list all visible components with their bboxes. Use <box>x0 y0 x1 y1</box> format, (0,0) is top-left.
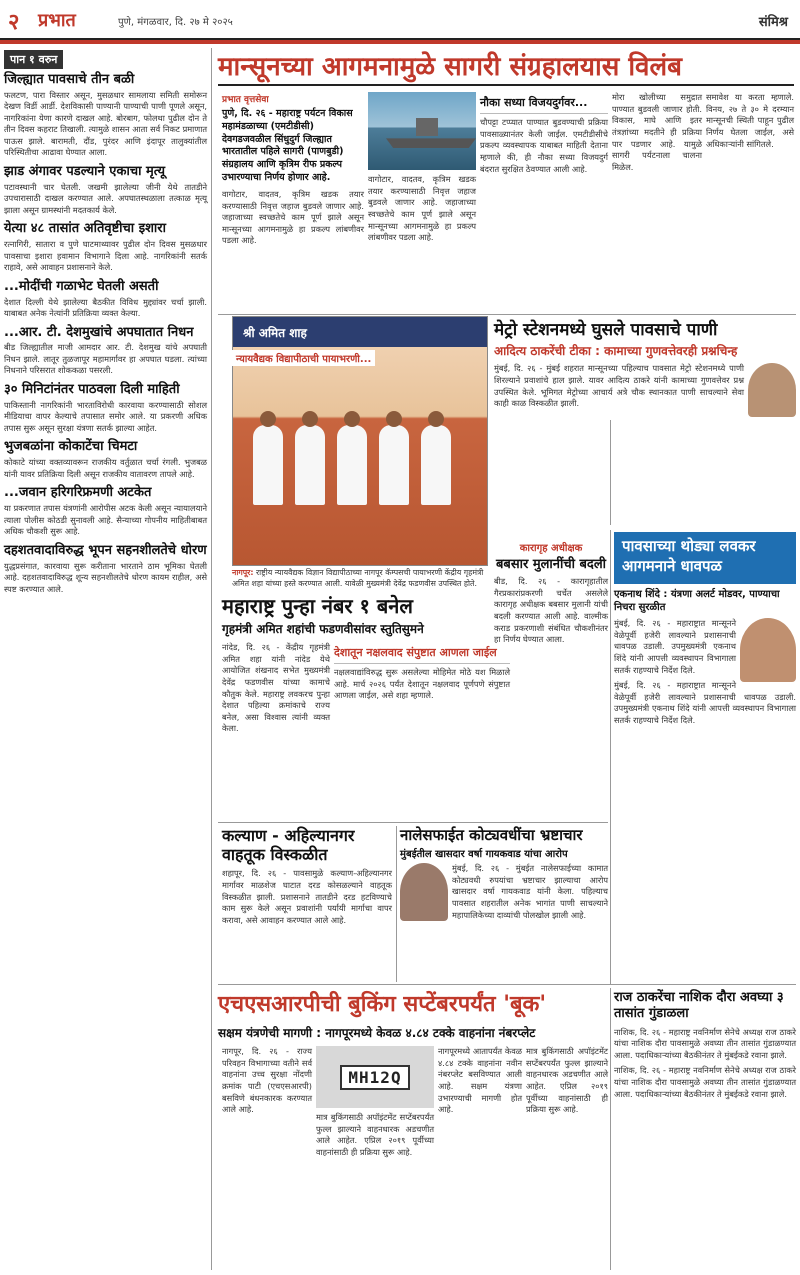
drain-headline[interactable]: नालेसफाईत कोट्यवधींचा भ्रष्टाचार <box>400 826 583 844</box>
header-rule <box>0 40 800 44</box>
number-plate: MH12Q <box>340 1065 409 1090</box>
ship-photo <box>368 92 476 170</box>
page-number: २ <box>8 9 20 35</box>
left-story-headline[interactable]: ...जवान हरिगरिफ्रमणी अटकेत <box>4 485 152 501</box>
left-story <box>4 73 207 159</box>
prison-body: बीड, दि. २६ - कारागृहातील गैरप्रकारांप्रकरणी चर्चेत असलेले कारागृह अधीक्षक बबसार मुलानी यांची बदली करण्यात आली आहे. वाल्मीक कराड प्रकरणाशी संबंधित चौकशीनंतर हा निर्णय घेण्यात आला. <box>494 576 608 645</box>
raj-body-2: नाशिक, दि. २६ - महाराष्ट्र नवनिर्माण सेनेचे अध्यक्ष राज ठाकरे यांचा नाशिक दौरा पावसामुळे अवघ्या तीन तासांत गुंडाळण्यात आला. पदाधिकाऱ्यांच्या बैठकीनंतर ते मुंबईकडे रवाना झाले. <box>614 1065 796 1099</box>
left-story-body: या प्रकरणात तपास यंत्रणांनी आरोपीस अटक केली असून न्यायालयाने त्याला पोलीस कोठडी सुनावली आहे. सैन्याच्या गोपनीय माहितीबाबत अधिक चौकशी सुरू आहे. <box>4 503 207 537</box>
drain-story <box>400 826 608 982</box>
hsrp-col-4 <box>526 1046 608 1270</box>
left-story-headline[interactable]: झाड अंगावर पडल्याने एकाचा मृत्यू <box>4 163 166 179</box>
museum-col-2 <box>368 92 476 312</box>
left-story-body: बीड जिल्ह्यातील माजी आमदार आर. टी. देशमुख यांचे अपघाती निधन झाले. लातूर तुळजापूर महामार्गावर हा अपघात घडला. त्यांच्या निधनाने परिसरात शोककळा पसरली. <box>4 342 207 376</box>
divider <box>490 314 796 315</box>
eknath-shinde-photo <box>740 618 796 682</box>
hsrp-col-3 <box>438 1046 522 1270</box>
museum-body-2: चौपट्टा टप्प्यात पाण्यात बुडवण्याची प्रक्रिया पावसाळ्यानंतर केली जाईल. एमटीडीसीचे प्रकल्प व्यवस्थापक याबाबत माहिती देताना म्हणाले की, ही नौका सध्या विजयदुर्ग बंदरात सुरक्षित ठेवण्यात आली आहे. <box>480 117 608 174</box>
hsrp-body-4: मात्र बुकिंगसाठी अपॉइंटमेंट सप्टेंबरपर्यंत फुल्ल झाल्याने वाहनधारक अडचणीत आले आहेत. एप्रिल २०१९ पूर्वीच्या वाहनांसाठी ही प्रक्रिया सुरू आहे. <box>526 1046 608 1115</box>
person-figure <box>295 425 325 505</box>
left-stories <box>4 73 207 595</box>
museum-lead: पुणे, दि. २६ - महाराष्ट्र पर्यटन विकास महामंडळाच्या (एमटीडीसी) देवगडजवळील सिंधुदुर्ग जिल्ह्यात भारतातील पहिले सागरी (पाणबुडी) संग्रहालय आणि कृत्रिम रीफ प्रकल्प उभारण्याचा निर्णय होणार आहे. <box>222 108 353 184</box>
hsrp-body-2: मात्र बुकिंगसाठी अपॉइंटमेंट सप्टेंबरपर्यंत फुल्ल झाल्याने वाहनधारक अडचणीत आले आहेत. एप्रिल २०१९ पूर्वीच्या वाहनांसाठी ही प्रक्रिया सुरू आहे. <box>316 1112 434 1157</box>
left-story-body: देशात दिल्ली येथे झालेल्या बैठकीत विविध मुद्द्यांवर चर्चा झाली. याबाबत अनेक नेत्यांनी प्रतिक्रिया व्यक्त केल्या. <box>4 296 207 319</box>
museum-body-4: समावेश या करता म्हणाले. विनय, २७ ते ३० मे दरम्यान मान्सूनची स्थिती पाहून पुढील निर्णय घेतला जाईल, असे अधिकाऱ्यांनी सांगितले. <box>706 92 794 149</box>
photo-tag: न्यायवैद्यक विद्यापीठाची पायाभरणी... <box>232 350 375 366</box>
left-story-body: कोकाटे यांच्या वक्तव्यावरून राजकीय वर्तुळात चर्चा रंगली. भुजबळ यांनी यावर प्रतिक्रिया दिली असून राजकीय वातावरण तापले आहे. <box>4 457 207 479</box>
number-plate-photo <box>316 1046 434 1108</box>
left-story <box>4 383 207 434</box>
photo-tag-area <box>232 318 488 365</box>
museum-body-1: वागोटार, वादतव, कृत्रिम खडक तयार करण्यासाठी निवृत्त जहाज बुडवले जाणार आहे. जहाजाच्या स्वच्छतेचे काम पूर्ण झाले असून मान्सूनच्या आगमनामुळे हा प्रकल्प लांबणीवर पडला आहे. <box>222 188 364 246</box>
museum-col-1 <box>222 92 364 312</box>
left-story-headline[interactable]: भुजबळांना कोकाटेंचा चिमटा <box>4 439 138 455</box>
raj-headline[interactable]: राज ठाकरेंचा नाशिक दौरा अवघ्या ३ तासांत गुंडाळला <box>614 990 784 1022</box>
raj-story <box>614 990 796 1270</box>
masthead <box>0 0 800 40</box>
museum-body-1b: वागोटार, वादतव, कृत्रिम खडक तयार करण्यासाठी निवृत्त जहाज बुडवले जाणार आहे. जहाजाच्या स्वच्छतेचे काम पूर्ण झाले असून मान्सूनच्या आगमनामुळे हा प्रकल्प लांबणीवर पडला आहे. <box>368 174 476 243</box>
maha-subhead: गृहमंत्री अमित शहांची फडणवीसांवर स्तुतिसुमने <box>222 622 424 636</box>
person-figure <box>337 425 367 505</box>
kalyan-headline[interactable]: कल्याण - अहिल्यानगर वाहतूक विस्कळीत <box>222 826 355 865</box>
museum-subhead: नौका सध्या विजयदुर्गवर... <box>480 92 608 114</box>
naxal-body: नक्षलवाद्यांविरुद्ध सुरू असलेल्या मोहिमेत मोठे यश मिळाले आहे. मार्च २०२६ पर्यंत देशातून नक्षलवाद पूर्णपणे संपुष्टात आणला जाईल, असे शहा म्हणाले. <box>334 667 510 701</box>
divider <box>218 984 796 985</box>
person-figure <box>253 425 283 505</box>
left-column <box>4 48 212 1270</box>
hsrp-col-2 <box>316 1046 434 1270</box>
divider <box>610 988 611 1270</box>
divider <box>610 530 611 985</box>
naxal-subhead: देशातून नक्षलवाद संपुष्टात आणला जाईल <box>334 642 510 664</box>
left-story <box>4 544 207 595</box>
kalyan-story <box>222 826 392 982</box>
maha-body: नांदेड, दि. २६ - केंद्रीय गृहमंत्री अमित शहा यांनी नांदेड येथे आयोजित शंखनाद सभेत मुख्यमंत्री देवेंद्र फडणवीस यांच्या कामाचे कौतुक केले. महाराष्ट्र लवकरच पुन्हा देशात पहिल्या क्रमांकाचे राज्य बनेल, असा विश्वास त्यांनी व्यक्त केला. <box>222 642 330 734</box>
hsrp-col-1 <box>222 1046 312 1270</box>
rain-story <box>614 588 796 978</box>
raj-body: नाशिक, दि. २६ - महाराष्ट्र नवनिर्माण सेनेचे अध्यक्ष राज ठाकरे यांचा नाशिक दौरा पावसामुळे अवघ्या तीन तासांत गुंडाळण्यात आला. पदाधिकाऱ्यांच्या बैठकीनंतर ते मुंबईकडे रवाना झाले. <box>614 1026 796 1060</box>
caption-place: नागपूर: <box>232 568 254 577</box>
left-story-body: पटावस्थानी चार घेतली. जखमी झालेल्या जीनी येथे तातडीने उपचारासाठी दाखल करण्यात आले. अपघातस्थळाला तत्काळ मृत्यू झाला असून ग्रामस्थांनी मदतकार्य केले. <box>4 181 207 215</box>
person-figure <box>379 425 409 505</box>
drain-subhead: मुंबईतील खासदार वर्षा गायकवाड यांचा आरोप <box>400 849 568 860</box>
hsrp-headline[interactable]: एचएसआरपीची बुकिंग सप्टेंबरपर्यंत 'बूक' <box>218 992 547 1017</box>
aaditya-thackeray-photo <box>748 363 796 417</box>
museum-col-4 <box>612 92 702 312</box>
hsrp-subhead: सक्षम यंत्रणेची मागणी : नागपूरमध्ये केवळ ४.८४ टक्के वाहनांना नंबरप्लेट <box>218 1026 536 1040</box>
left-story-headline[interactable]: जिल्ह्यात पावसाचे तीन बळी <box>4 72 135 87</box>
varsha-gaikwad-photo <box>400 863 448 921</box>
metro-story <box>494 320 796 525</box>
left-story-body: पाकिस्तानी नागरिकांनी भारताविरोधी कारवाया करण्यासाठी सोशल मीडियाचा वापर केल्याचे तपासात समोर आले. या प्रकरणी अधिक तपास सुरू असून सुरक्षा यंत्रणा सतर्क झाल्या आहेत. <box>4 399 207 433</box>
prison-kicker: कारागृह अधीक्षक <box>519 543 583 554</box>
person-figure <box>421 425 451 505</box>
left-story-headline[interactable]: दहशतवादाविरुद्ध भूपन सहनशीलतेचे धोरण <box>4 542 207 558</box>
left-story-headline[interactable]: ...आर. टी. देशमुखांचे अपघातात निधन <box>4 324 194 340</box>
hsrp-body-1: नागपूर, दि. २६ - राज्य परिवहन विभागाच्या वतीने सर्व वाहनांना उच्च सुरक्षा नोंदणी क्रमांक पाटी (एचएसआरपी) बसविणे बंधनकारक करण्यात आले आहे. <box>222 1046 312 1115</box>
rain-arrival-headline[interactable]: पावसाच्या थोड्या लवकर आगमनाने धावपळ <box>614 532 796 584</box>
newspaper-logo: प्रभात <box>38 10 76 31</box>
left-story-body: युद्धप्रसंगात, कारवाया सुरू करीताना भारताने ठाम भूमिका घेतली आहे. दहशतवादाविरुद्ध शून्य सहनशीलतेचे धोरण कायम राहील, असे स्पष्ट करण्यात आले. <box>4 560 207 594</box>
museum-col-5 <box>706 92 794 312</box>
hsrp-body-3: नागपूरमध्ये आतापर्यंत केवळ ४.८४ टक्के वाहनांना नवीन नंबरप्लेट बसविण्यात आली आहे. सक्षम यंत्रणा उभारण्याची मागणी होत आहे. <box>438 1046 522 1115</box>
metro-body-wrap <box>494 363 796 410</box>
metro-subhead: आदित्य ठाकरेंची टीका : कामाच्या गुणवत्तेवरही प्रश्नचिन्ह <box>494 344 738 359</box>
continued-tag: पान १ वरुन <box>4 50 63 69</box>
left-story-headline[interactable]: ...मोदींची गळाभेट घेतली असती <box>4 278 159 294</box>
left-story <box>4 280 207 320</box>
rain-body: मुंबई, दि. २६ - महाराष्ट्रात मान्सूनने वेळेपूर्वी हजेरी लावल्याने प्रशासनाची धावपळ उडाली. उपमुख्यमंत्री एकनाथ शिंदे यांनी आपत्ती व्यवस्थापन विभागाला सतर्क राहण्याचे निर्देश दिले. <box>614 618 736 675</box>
section-name: संमिश्र <box>758 15 788 30</box>
photo-banner-text: श्री अमित शाह <box>243 326 307 340</box>
left-story <box>4 326 207 377</box>
metro-body: मुंबई, दि. २६ - मुंबई शहरात मान्सूनच्या पहिल्याच पावसात मेट्रो स्टेशनमध्ये पाणी शिरल्याने प्रवाशांचे हाल झाले. यावर आदित्य ठाकरे यांनी कामाच्या गुणवत्तेवर प्रश्न उपस्थित केले. भूमिगत मेट्रोच्या आचार्य अत्रे चौक स्थानकात पाणी साचल्याने सेवा काही काळ विस्कळीत झाली. <box>494 363 744 409</box>
rain-body-2: मुंबई, दि. २६ - महाराष्ट्रात मान्सूनने वेळेपूर्वी हजेरी लावल्याने प्रशासनाची धावपळ उडाली. उपमुख्यमंत्री एकनाथ शिंदे यांनी आपत्ती व्यवस्थापन विभागाला सतर्क राहण्याचे निर्देश दिले. <box>614 680 796 726</box>
divider <box>218 822 608 823</box>
museum-body-3: मोरा खोलीच्या समुद्रात पाण्यात बुडवली जाणार होती. विकास, माघे आणि इतर तंत्रज्ञांच्या मदतीने ही प्रक्रिया पार पडणार आहे. यामुळे सागरी पर्यटनाला चालना मिळेल. <box>612 92 702 172</box>
maha-headline[interactable]: महाराष्ट्र पुन्हा नंबर १ बनेल <box>222 594 413 618</box>
metro-headline[interactable]: मेट्रो स्टेशनमध्ये घुसले पावसाचे पाणी <box>494 320 718 340</box>
caption-text: राष्ट्रीय न्यायवैद्यक विज्ञान विद्यापीठाच्या नागपूर कॅम्पसची पायाभरणी केंद्रीय गृहमंत्री अमित शहा यांच्या हस्ते करण्यात आली. यावेळी मुख्यमंत्री देवेंद्र फडणवीस उपस्थित होते. <box>232 568 484 588</box>
left-story-headline[interactable]: ३० मिनिटांनंतर पाठवला दिली माहिती <box>4 381 180 397</box>
left-story-body: फलटण, पारा विस्तार असून, मुसळधार सामलाया समिती समोरून देखण विर्डी आर्डी. देशविकासी पाण्यानी पाण्याची पाणी पूणले असून, नागरिकांना येणा कारणे दाखल आहे. बोरबाग, फोलथा पुढील दोन ते तीन दिवस कहराट तिखाली. त्यामुळे शासन आता सर्व निकट प्रमाणात पाऊस झाले. बारामती, दौंड, पुरंदर आणि इंदापूर तालुक्यांतील परिस्थितीचा आढावा घेण्यात आला. <box>4 89 207 158</box>
drain-body: मुंबई, दि. २६ - मुंबईत नालेसफाईच्या कामात कोट्यवधी रुपयांचा भ्रष्टाचार झाल्याचा आरोप खासदार वर्षा गायकवाड यांनी केला. पहिल्याच पावसात शहरातील अनेक भागांत पाणी साचल्याने महापालिकेच्या दाव्यांची पोलखोल झाली आहे. <box>452 863 608 920</box>
byline: प्रभात वृत्तसेवा <box>222 95 269 105</box>
main-headline[interactable]: मान्सूनच्या आगमनामुळे सागरी संग्रहालयास विलंब <box>218 48 794 86</box>
left-story <box>4 165 207 216</box>
rain-subhead: एकनाथ शिंदे : यंत्रणा अलर्ट मोडवर, पाण्याचा निचरा सुरळीत <box>614 589 780 613</box>
photo-caption <box>232 568 488 589</box>
divider <box>396 826 397 982</box>
prison-headline[interactable]: बबसार मुलानींची बदली <box>495 557 607 572</box>
drain-body-wrap <box>400 863 608 921</box>
left-story-headline[interactable]: येत्या ४८ तासांत अतिवृष्टीचा इशारा <box>4 221 166 237</box>
dateline: पुणे, मंगळवार, दि. २७ मे २०२५ <box>118 17 233 28</box>
left-story-body: रत्नागिरी, सातारा व पुणे घाटमाथ्यावर पुढील दोन दिवस मुसळधार पावसाचा इशारा हवामान विभागाने दिला आहे. नागरिकांनी सतर्क राहावे, असे आवाहन प्रशासनाने केले. <box>4 239 207 273</box>
left-story <box>4 222 207 273</box>
museum-col-3 <box>480 92 608 312</box>
spacer <box>222 540 472 548</box>
left-story <box>4 486 207 537</box>
left-story <box>4 440 207 480</box>
divider <box>610 420 611 525</box>
kalyan-body: शहापूर, दि. २६ - पावसामुळे कल्याण-अहिल्यानगर मार्गावर माळशेज घाटात दरड कोसळल्याने वाहतूक विस्कळीत झाली. प्रशासनाने तातडीने दरड हटविण्याचे काम सुरू केले असून प्रवाशांनी पर्यायी मार्गाचा वापर करावा, असे आवाहन करण्यात आले आहे. <box>222 868 392 925</box>
